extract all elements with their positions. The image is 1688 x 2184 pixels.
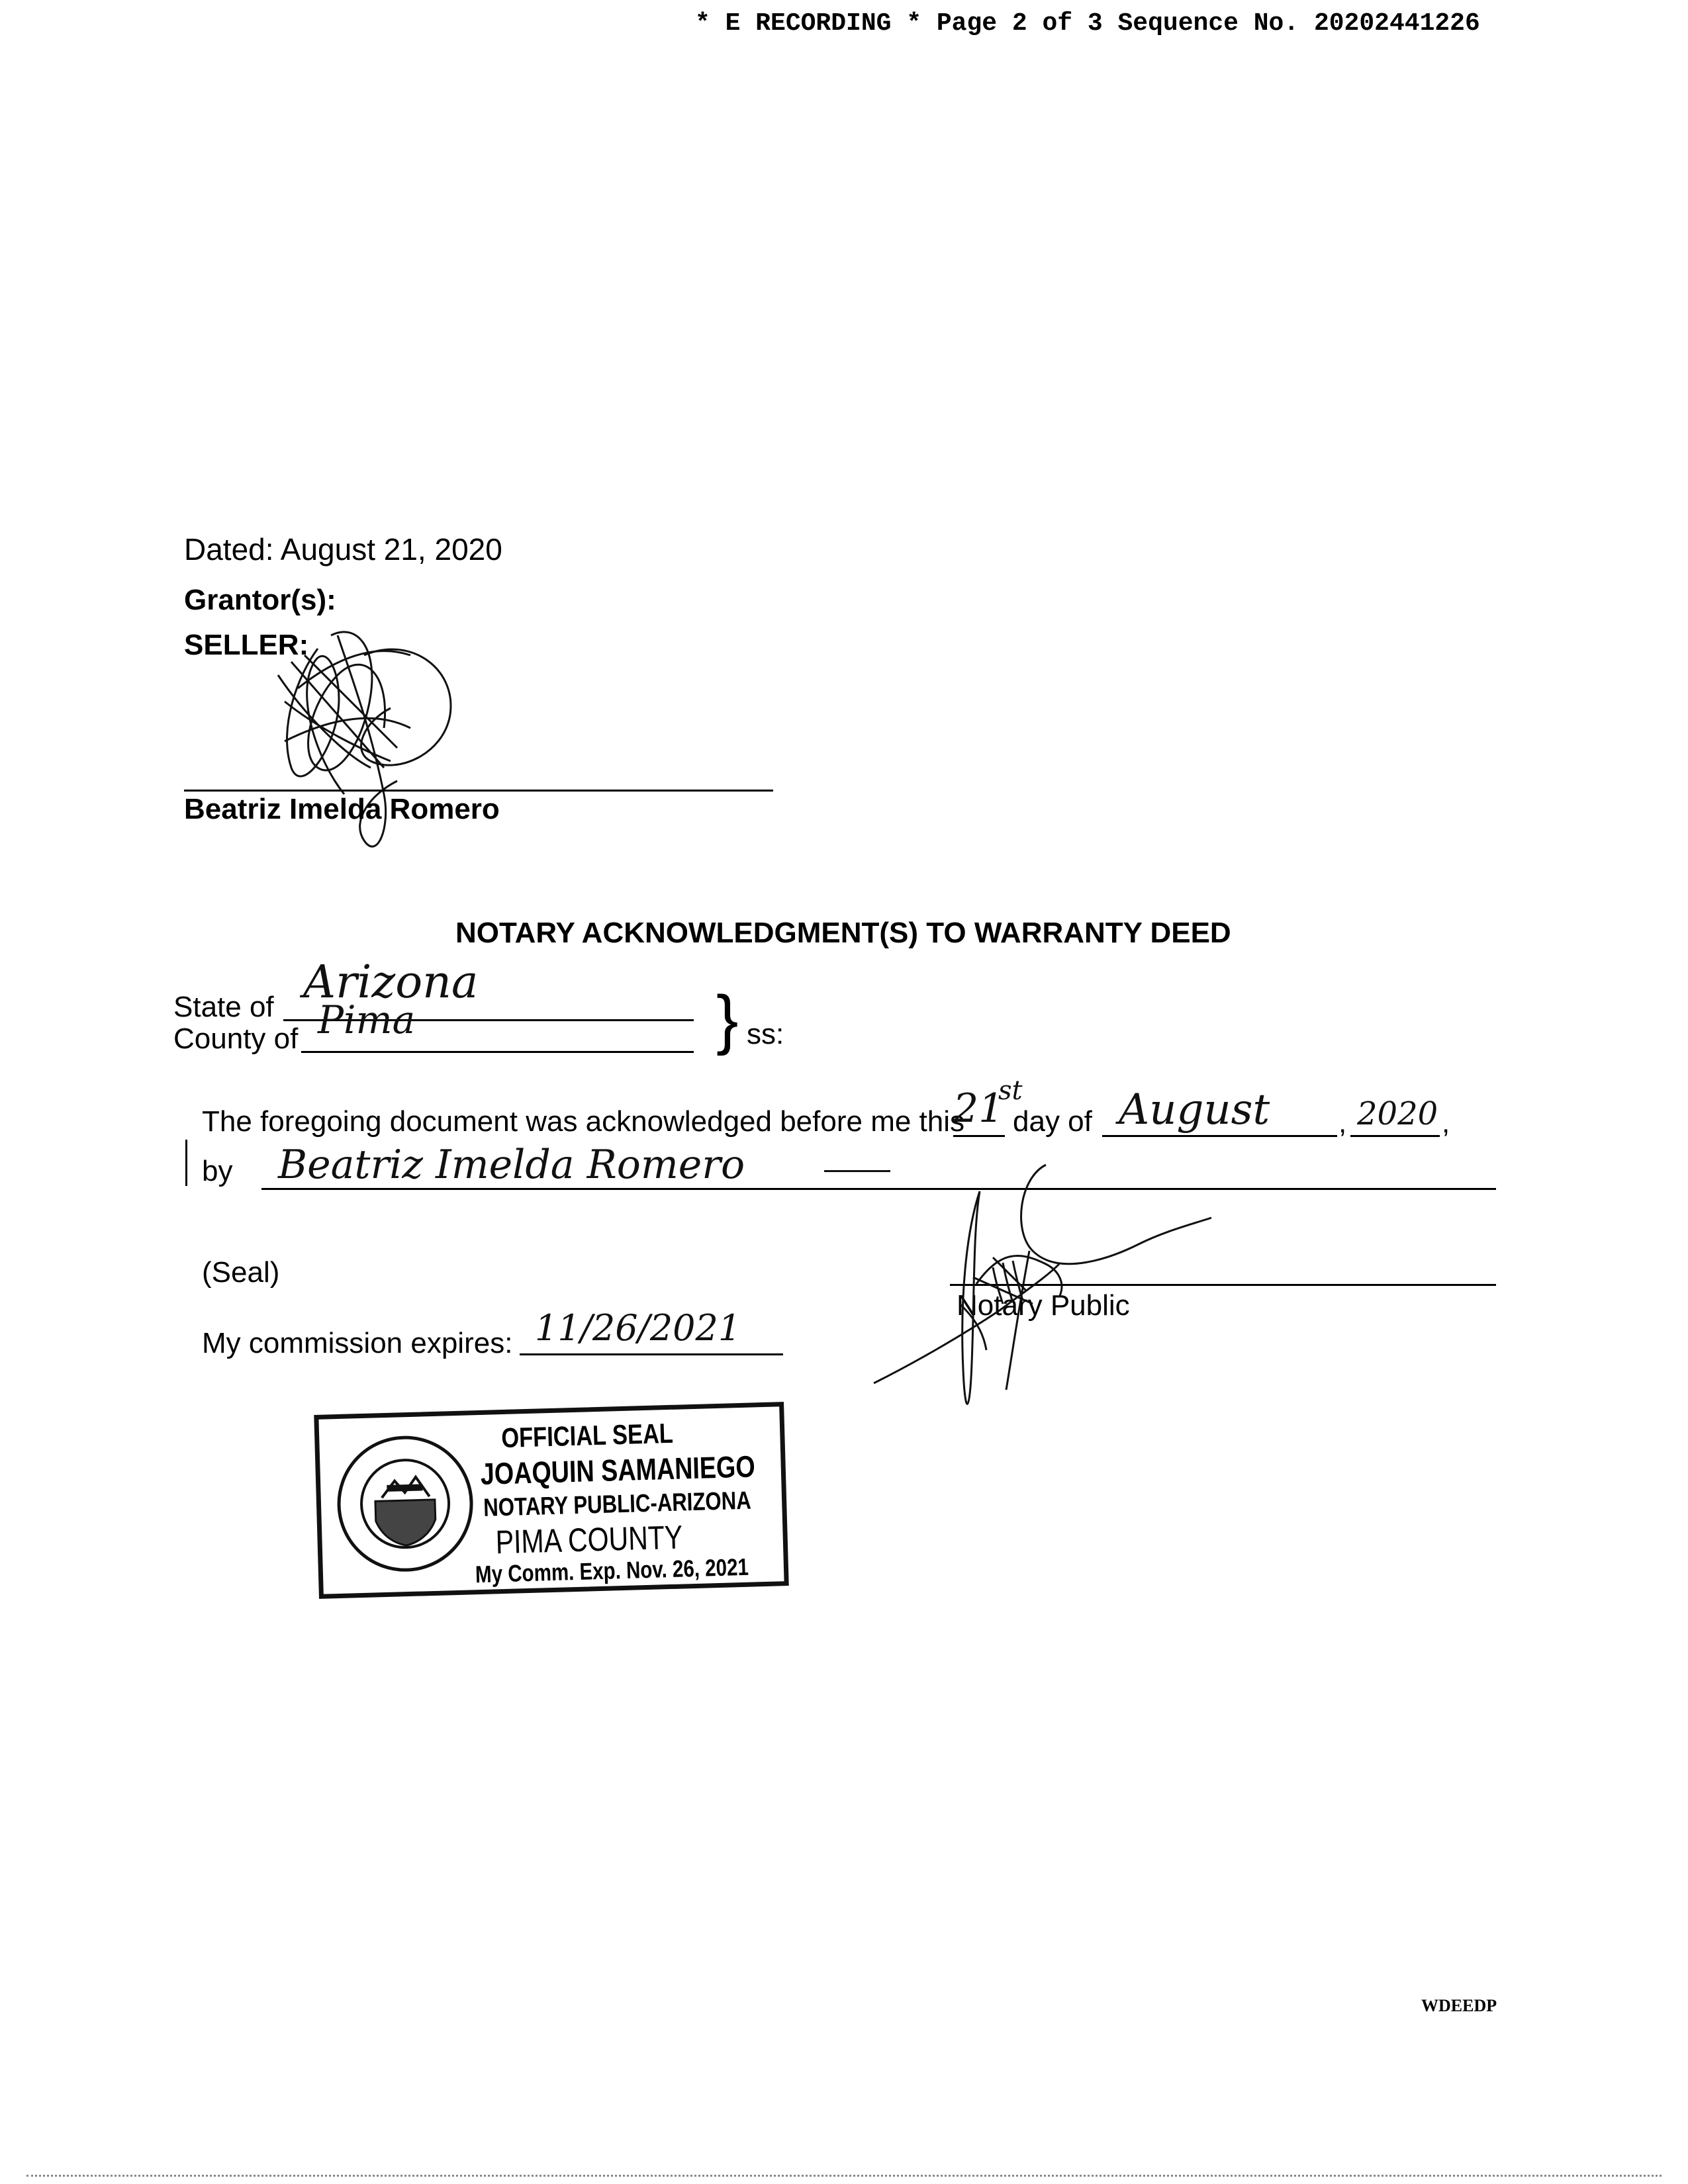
seller-name: Beatriz Imelda Romero (184, 793, 500, 825)
recording-header: * E RECORDING * Page 2 of 3 Sequence No. 20202441226 (695, 9, 1480, 38)
month-value: August (1119, 1085, 1270, 1134)
dated-line: Dated: August 21, 2020 (184, 532, 502, 567)
commission-label: My commission expires: (202, 1327, 513, 1359)
stamp-line-1: OFFICIAL SEAL (500, 1417, 674, 1454)
state-value: Arizona (303, 956, 479, 1009)
stamp-line-5: My Comm. Exp. Nov. 26, 2021 (475, 1553, 749, 1588)
year-value: 2020 (1357, 1095, 1438, 1132)
day-value: 21 (953, 1085, 1004, 1132)
seller-signature-line (184, 790, 773, 792)
commission-value: 11/26/2021 (535, 1307, 741, 1349)
day-line (953, 1135, 1005, 1137)
comma-1: , (1338, 1107, 1347, 1139)
year-line (1350, 1135, 1440, 1137)
scan-edge-noise (26, 2175, 1662, 2177)
great-seal-icon (334, 1432, 477, 1575)
notary-signature-icon (861, 1152, 1231, 1430)
brace: } (716, 982, 739, 1056)
ss-label: ss: (747, 1018, 784, 1050)
day-suffix: st (998, 1075, 1023, 1106)
by-label: by (202, 1155, 233, 1187)
county-value: Pima (318, 997, 416, 1042)
commission-line (520, 1353, 783, 1355)
county-line (301, 1051, 694, 1053)
official-seal-stamp (314, 1402, 788, 1599)
month-line (1102, 1135, 1337, 1137)
notary-title: NOTARY ACKNOWLEDGMENT(S) TO WARRANTY DEED (455, 917, 1231, 949)
stamp-line-3: NOTARY PUBLIC-ARIZONA (483, 1486, 752, 1522)
comma-2: , (1442, 1107, 1450, 1139)
acknowledged-text: The foregoing document was acknowledged before me this (202, 1105, 965, 1138)
grantor-label: Grantor(s): (184, 584, 336, 616)
footer-code: WDEEDP (1421, 1996, 1497, 2015)
county-label: County of (173, 1023, 299, 1055)
state-label: State of (173, 991, 274, 1023)
seller-label: SELLER: (184, 629, 309, 661)
by-value: Beatriz Imelda Romero (278, 1142, 745, 1188)
day-of-label: day of (1013, 1105, 1092, 1138)
stamp-line-2: JOAQUIN SAMANIEGO (480, 1449, 756, 1491)
notary-public-label: Notary Public (957, 1289, 1130, 1322)
margin-mark (185, 1140, 187, 1186)
seal-label: (Seal) (202, 1256, 280, 1289)
stamp-line-4: PIMA COUNTY (494, 1518, 683, 1561)
